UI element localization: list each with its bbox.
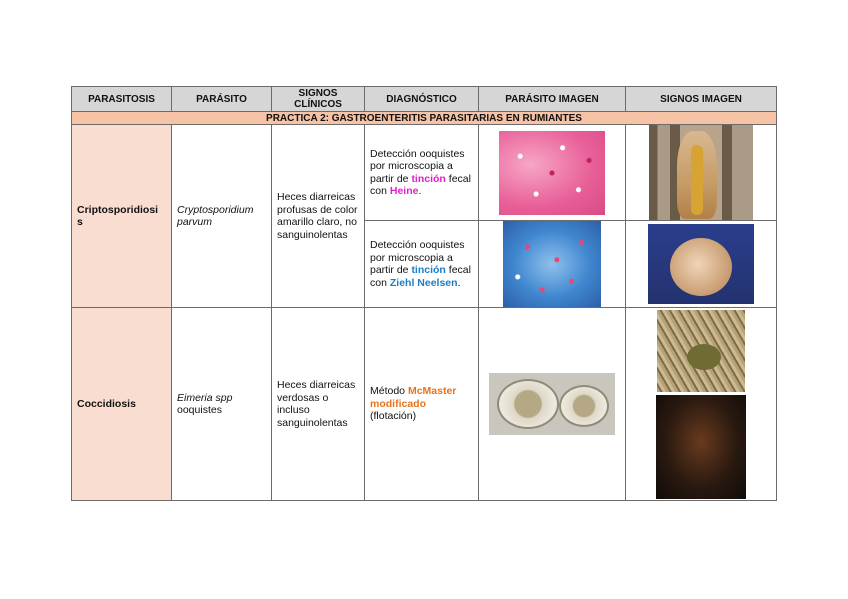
green-feces-photo (657, 310, 745, 392)
signos-image-cell (626, 125, 777, 221)
header-parasitosis: PARASITOSIS (72, 87, 172, 112)
goat-diarrhea-photo (649, 125, 753, 220)
header-signos-clinicos: SIGNOS CLÍNICOS (272, 87, 365, 112)
parasito-cell: Cryptosporidium parvum (172, 125, 272, 308)
signos-cell: Heces diarreicas profusas de color amarillo claro, no sanguinolentas (272, 125, 365, 308)
table-row (72, 125, 777, 221)
signos-image-cell (626, 308, 777, 501)
header-signos-imagen: SIGNOS IMAGEN (626, 87, 777, 112)
ziehl-neelsen-micrograph (503, 221, 601, 307)
signos-cell: Heces diarreicas verdosas o incluso sanguinolentas (272, 308, 365, 501)
eimeria-oocysts-micrograph (489, 373, 615, 435)
calf-diarrhea-photo (648, 224, 754, 304)
parasito-cell: Eimeria spp ooquistes (172, 308, 272, 501)
diagnostico-cell: Detección ooquistes por microscopia a partir de tinción fecal con Ziehl Neelsen. (365, 221, 479, 308)
heine-stain-micrograph (499, 131, 605, 215)
banner-row (72, 112, 777, 125)
practica-banner: PRACTICA 2: GASTROENTERITIS PARASITARIAS EN RUMIANTES (72, 112, 777, 125)
parasito-image-cell (479, 125, 626, 221)
bloody-diarrhea-photo (656, 395, 746, 499)
table-row (72, 308, 777, 501)
diagnostico-cell: Detección ooquistes por microscopia a partir de tinción fecal con Heine. (365, 125, 479, 221)
parasitosis-cell: Criptosporidiosis (72, 125, 172, 308)
header-row (72, 87, 777, 112)
parasitosis-cell: Coccidiosis (72, 308, 172, 501)
header-parasito: PARÁSITO (172, 87, 272, 112)
parasitosis-table (71, 86, 777, 501)
signos-image-cell (626, 221, 777, 308)
parasito-image-cell (479, 308, 626, 501)
parasito-image-cell (479, 221, 626, 308)
header-parasito-imagen: PARÁSITO IMAGEN (479, 87, 626, 112)
diagnostico-cell: Método McMaster modificado (flotación) (365, 308, 479, 501)
header-diagnostico: DIAGNÓSTICO (365, 87, 479, 112)
